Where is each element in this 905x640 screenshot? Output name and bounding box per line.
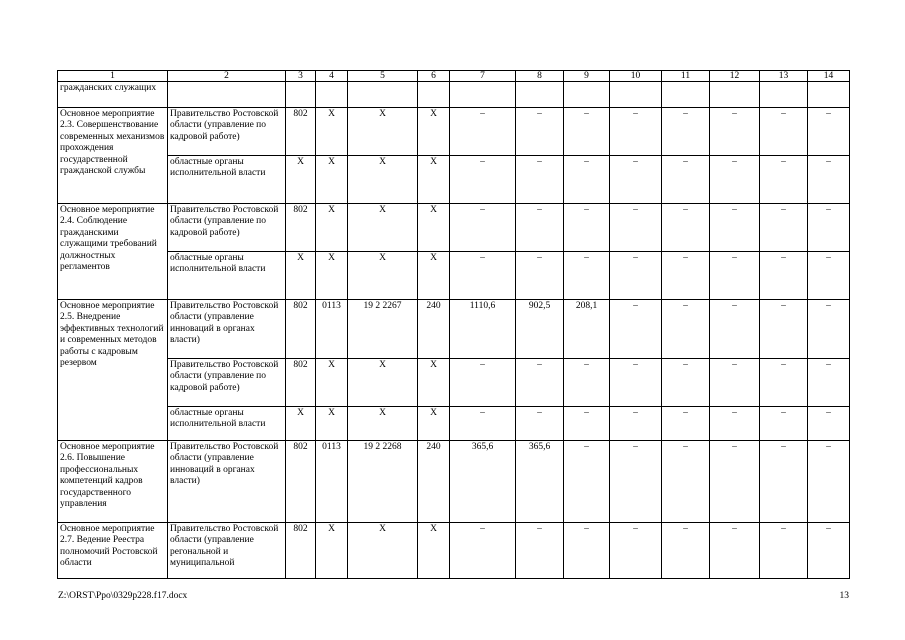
value-cell: – [760,523,808,579]
value-cell: Х [348,523,418,579]
value-cell: Х [286,156,316,204]
value-cell: Х [316,156,348,204]
value-cell: Х [286,407,316,441]
table-row [58,407,850,441]
value-cell: – [808,359,850,407]
value-cell: – [760,407,808,441]
executor-cell: Правительство Ростовской области (управление по кадровой работе) [168,359,286,407]
value-cell: – [760,441,808,523]
col-header: 8 [516,71,564,82]
executor-cell: областные органы исполнительной власти [168,156,286,204]
executor-cell: Правительство Ростовской области (управление по кадровой работе) [168,204,286,252]
empty-cell [418,82,450,108]
value-cell: – [808,252,850,300]
empty-cell [760,82,808,108]
value-cell: – [450,108,516,156]
value-cell: – [760,156,808,204]
value-cell: Х [348,252,418,300]
executor-cell: Правительство Ростовской области (управление инноваций в органах власти) [168,300,286,359]
event-cell: гражданских служащих [58,82,168,108]
value-cell: – [760,204,808,252]
col-header: 11 [662,71,710,82]
value-cell: – [710,108,760,156]
value-cell: Х [316,359,348,407]
table-row [58,441,850,523]
value-cell: 240 [418,441,450,523]
value-cell: – [662,300,710,359]
value-cell: – [710,523,760,579]
page-number: 13 [839,591,849,601]
table-row [58,523,850,579]
executor-cell: областные органы исполнительной власти [168,407,286,441]
value-cell: – [610,300,662,359]
table-row [58,108,850,156]
header-row [58,71,850,82]
event-cell: Основное мероприятие 2.3. Совершенствование современных механизмов прохождения государственной гражданской службы [58,108,168,204]
value-cell: – [610,359,662,407]
value-cell: Х [418,523,450,579]
value-cell: – [516,204,564,252]
value-cell: – [516,156,564,204]
value-cell: Х [418,156,450,204]
value-cell: – [710,252,760,300]
value-cell: 19 2 2268 [348,441,418,523]
col-header: 1 [58,71,168,82]
value-cell: – [516,252,564,300]
value-cell: – [710,407,760,441]
value-cell: Х [348,156,418,204]
col-header: 5 [348,71,418,82]
empty-cell [348,82,418,108]
executor-cell: Правительство Ростовской области (управление по кадровой работе) [168,108,286,156]
value-cell: – [564,407,610,441]
table-row [58,300,850,359]
value-cell: – [450,359,516,407]
event-cell: Основное мероприятие 2.4. Соблюдение гражданскими служащими требований должностных регламентов [58,204,168,300]
value-cell: – [710,156,760,204]
value-cell: – [450,523,516,579]
value-cell: – [662,156,710,204]
value-cell: – [808,407,850,441]
value-cell: – [662,407,710,441]
col-header: 13 [760,71,808,82]
value-cell: 1110,6 [450,300,516,359]
value-cell: – [610,523,662,579]
value-cell: Х [316,407,348,441]
value-cell: – [564,156,610,204]
col-header: 12 [710,71,760,82]
value-cell: – [564,441,610,523]
empty-cell [710,82,760,108]
table-row [58,156,850,204]
value-cell: – [808,108,850,156]
footer-file-path: Z:\ORST\Ppo\0329p228.f17.docx [58,591,188,601]
value-cell: Х [348,359,418,407]
value-cell: – [450,156,516,204]
col-header: 2 [168,71,286,82]
empty-cell [168,82,286,108]
value-cell: 802 [286,300,316,359]
value-cell: – [610,407,662,441]
executor-cell: областные органы исполнительной власти [168,252,286,300]
value-cell: 365,6 [450,441,516,523]
value-cell: – [564,252,610,300]
value-cell: – [564,108,610,156]
value-cell: – [760,252,808,300]
value-cell: 365,6 [516,441,564,523]
value-cell: – [808,441,850,523]
value-cell: Х [418,252,450,300]
value-cell: – [662,359,710,407]
value-cell: Х [418,407,450,441]
empty-cell [450,82,516,108]
value-cell: Х [316,252,348,300]
value-cell: – [808,156,850,204]
value-cell: – [516,407,564,441]
value-cell: Х [316,204,348,252]
value-cell: – [808,523,850,579]
value-cell: 208,1 [564,300,610,359]
value-cell: 902,5 [516,300,564,359]
value-cell: – [662,204,710,252]
empty-cell [662,82,710,108]
value-cell: – [450,407,516,441]
event-cell: Основное мероприятие 2.7. Ведение Реестра полномочий Ростовской области [58,523,168,579]
value-cell: – [662,441,710,523]
executor-cell: Правительство Ростовской области (управление инноваций в органах власти) [168,441,286,523]
event-cell: Основное мероприятие 2.6. Повышение профессиональных компетенций кадров государственного управления [58,441,168,523]
value-cell: 802 [286,108,316,156]
budget-table [57,70,850,579]
value-cell: 0113 [316,441,348,523]
value-cell: – [662,523,710,579]
value-cell: Х [348,108,418,156]
value-cell: Х [286,252,316,300]
value-cell: – [610,252,662,300]
empty-cell [610,82,662,108]
value-cell: Х [418,204,450,252]
empty-cell [286,82,316,108]
value-cell: Х [316,108,348,156]
value-cell: – [662,252,710,300]
empty-cell [808,82,850,108]
empty-cell [564,82,610,108]
value-cell: – [516,108,564,156]
executor-cell: Правительство Ростовской области (управление регональной и муниципальной [168,523,286,579]
value-cell: – [710,359,760,407]
col-header: 9 [564,71,610,82]
table-row [58,359,850,407]
col-header: 4 [316,71,348,82]
value-cell: – [808,300,850,359]
empty-cell [316,82,348,108]
value-cell: – [760,108,808,156]
value-cell: – [450,252,516,300]
value-cell: – [710,441,760,523]
value-cell: 802 [286,523,316,579]
value-cell: 240 [418,300,450,359]
col-header: 3 [286,71,316,82]
col-header: 14 [808,71,850,82]
value-cell: – [710,300,760,359]
value-cell: – [760,300,808,359]
value-cell: Х [418,359,450,407]
value-cell: – [662,108,710,156]
table-row [58,204,850,252]
value-cell: 19 2 2267 [348,300,418,359]
col-header: 10 [610,71,662,82]
value-cell: – [610,156,662,204]
col-header: 6 [418,71,450,82]
value-cell: – [564,523,610,579]
value-cell: – [516,359,564,407]
value-cell: Х [348,204,418,252]
value-cell: – [516,523,564,579]
value-cell: – [564,359,610,407]
value-cell: 802 [286,359,316,407]
value-cell: Х [316,523,348,579]
empty-cell [516,82,564,108]
value-cell: – [610,108,662,156]
value-cell: – [710,204,760,252]
value-cell: Х [418,108,450,156]
value-cell: – [610,441,662,523]
event-cell: Основное мероприятие 2.5. Внедрение эффективных технологий и современных методов работы с кадровым резервом [58,300,168,441]
col-header: 7 [450,71,516,82]
table-row [58,252,850,300]
value-cell: – [808,204,850,252]
value-cell: – [564,204,610,252]
value-cell: 802 [286,441,316,523]
value-cell: – [610,204,662,252]
value-cell: 0113 [316,300,348,359]
value-cell: – [450,204,516,252]
value-cell: – [760,359,808,407]
value-cell: Х [348,407,418,441]
table-row [58,82,850,108]
value-cell: 802 [286,204,316,252]
